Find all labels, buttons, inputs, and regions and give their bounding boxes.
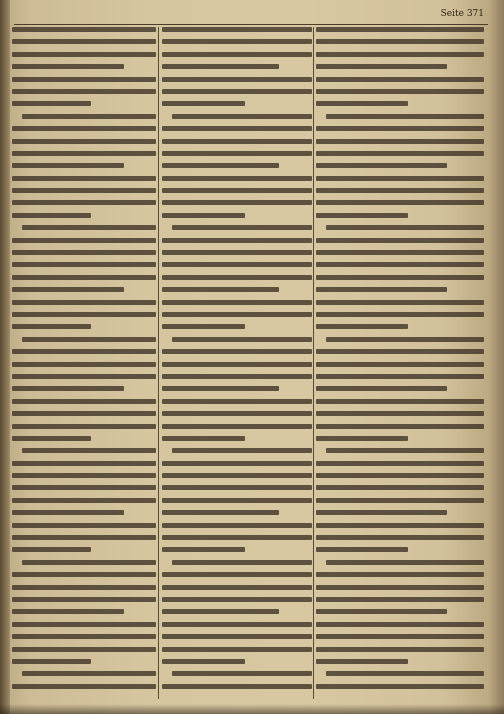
column-divider xyxy=(313,27,314,699)
text-line xyxy=(162,659,245,664)
text-line xyxy=(162,163,279,168)
text-line xyxy=(316,200,484,205)
text-line xyxy=(162,312,312,317)
text-line xyxy=(162,547,245,552)
text-line xyxy=(22,114,156,119)
text-line xyxy=(162,324,245,329)
text-line xyxy=(12,572,156,577)
text-line xyxy=(326,671,484,676)
text-line xyxy=(316,436,408,441)
text-line xyxy=(162,139,312,144)
column-divider xyxy=(158,27,159,699)
text-line xyxy=(12,52,156,57)
text-line xyxy=(162,386,279,391)
text-line xyxy=(12,386,124,391)
text-line xyxy=(316,300,484,305)
text-line xyxy=(162,461,312,466)
text-line xyxy=(12,287,124,292)
text-line xyxy=(316,163,447,168)
text-line xyxy=(162,64,279,69)
text-line xyxy=(162,498,312,503)
text-line xyxy=(162,262,312,267)
text-line xyxy=(316,473,484,478)
text-line xyxy=(12,349,156,354)
text-line xyxy=(162,411,312,416)
text-line xyxy=(12,89,156,94)
text-line xyxy=(162,473,312,478)
text-line xyxy=(316,126,484,131)
text-line xyxy=(316,39,484,44)
text-line xyxy=(12,151,156,156)
text-line xyxy=(12,374,156,379)
text-line xyxy=(162,238,312,243)
text-line xyxy=(12,139,156,144)
text-line xyxy=(316,386,447,391)
text-line xyxy=(162,622,312,627)
text-line xyxy=(172,337,312,342)
text-line xyxy=(316,52,484,57)
text-line xyxy=(162,213,245,218)
text-line xyxy=(162,647,312,652)
text-line xyxy=(316,250,484,255)
text-line xyxy=(316,411,484,416)
text-line xyxy=(316,659,408,664)
text-line xyxy=(162,176,312,181)
text-line xyxy=(162,39,312,44)
text-line xyxy=(316,89,484,94)
text-line xyxy=(326,114,484,119)
text-line xyxy=(316,275,484,280)
text-line xyxy=(162,510,279,515)
text-line xyxy=(316,622,484,627)
text-line xyxy=(172,114,312,119)
text-line xyxy=(12,300,156,305)
text-line xyxy=(316,151,484,156)
text-line xyxy=(12,77,156,82)
text-line xyxy=(162,436,245,441)
text-line xyxy=(316,609,447,614)
text-column-right xyxy=(316,27,484,699)
text-line xyxy=(316,139,484,144)
text-line xyxy=(12,64,124,69)
text-line xyxy=(162,27,312,32)
text-line xyxy=(162,634,312,639)
text-line xyxy=(12,510,124,515)
text-line xyxy=(12,188,156,193)
text-line xyxy=(316,510,447,515)
text-line xyxy=(22,225,156,230)
text-line xyxy=(162,287,279,292)
text-line xyxy=(12,622,156,627)
text-line xyxy=(316,647,484,652)
text-line xyxy=(316,485,484,490)
text-line xyxy=(162,684,312,689)
text-line xyxy=(316,77,484,82)
text-line xyxy=(12,647,156,652)
text-line xyxy=(22,337,156,342)
text-line xyxy=(12,126,156,131)
text-line xyxy=(316,374,484,379)
text-line xyxy=(162,399,312,404)
page-edge-shadow xyxy=(0,704,504,714)
text-line xyxy=(316,424,484,429)
text-line xyxy=(12,250,156,255)
text-line xyxy=(12,362,156,367)
text-line xyxy=(316,101,408,106)
text-line xyxy=(12,262,156,267)
text-line xyxy=(162,523,312,528)
text-line xyxy=(12,238,156,243)
text-line xyxy=(162,362,312,367)
text-line xyxy=(162,485,312,490)
text-line xyxy=(162,300,312,305)
text-line xyxy=(316,287,447,292)
text-line xyxy=(326,225,484,230)
text-line xyxy=(22,671,156,676)
text-line xyxy=(316,27,484,32)
text-line xyxy=(12,213,91,218)
text-column-left xyxy=(12,27,156,699)
text-line xyxy=(12,523,156,528)
text-line xyxy=(162,89,312,94)
text-line xyxy=(316,349,484,354)
text-line xyxy=(162,609,279,614)
text-line xyxy=(22,448,156,453)
text-line xyxy=(12,634,156,639)
text-line xyxy=(12,200,156,205)
text-line xyxy=(162,188,312,193)
text-line xyxy=(316,461,484,466)
text-line xyxy=(162,597,312,602)
text-line xyxy=(316,238,484,243)
text-line xyxy=(162,101,245,106)
text-line xyxy=(12,585,156,590)
text-line xyxy=(316,585,484,590)
text-line xyxy=(316,572,484,577)
binding-gutter xyxy=(0,0,10,714)
text-line xyxy=(172,225,312,230)
text-line xyxy=(12,485,156,490)
text-line xyxy=(12,659,91,664)
text-line xyxy=(12,684,156,689)
text-line xyxy=(162,77,312,82)
text-line xyxy=(12,39,156,44)
text-line xyxy=(162,250,312,255)
text-line xyxy=(316,523,484,528)
text-line xyxy=(316,535,484,540)
text-line xyxy=(162,374,312,379)
page-number: Seite 371 xyxy=(440,9,484,19)
text-line xyxy=(162,585,312,590)
text-line xyxy=(12,324,91,329)
text-line xyxy=(12,547,91,552)
text-line xyxy=(162,424,312,429)
text-line xyxy=(162,349,312,354)
text-line xyxy=(316,547,408,552)
text-line xyxy=(316,597,484,602)
text-line xyxy=(326,337,484,342)
text-line xyxy=(22,560,156,565)
text-line xyxy=(162,200,312,205)
text-line xyxy=(12,176,156,181)
text-line xyxy=(12,424,156,429)
text-line xyxy=(162,151,312,156)
text-line xyxy=(326,448,484,453)
text-line xyxy=(316,399,484,404)
text-line xyxy=(12,473,156,478)
text-line xyxy=(316,324,408,329)
text-line xyxy=(12,101,91,106)
text-line xyxy=(316,64,447,69)
text-line xyxy=(12,27,156,32)
text-line xyxy=(162,535,312,540)
text-line xyxy=(316,312,484,317)
text-line xyxy=(162,126,312,131)
text-line xyxy=(316,262,484,267)
text-line xyxy=(12,498,156,503)
text-line xyxy=(316,634,484,639)
text-line xyxy=(12,163,124,168)
text-line xyxy=(316,188,484,193)
text-line xyxy=(316,684,484,689)
text-line xyxy=(12,275,156,280)
text-line xyxy=(316,498,484,503)
text-line xyxy=(162,572,312,577)
text-line xyxy=(12,461,156,466)
text-line xyxy=(12,535,156,540)
text-line xyxy=(172,448,312,453)
text-line xyxy=(316,176,484,181)
header-rule xyxy=(14,24,488,25)
text-line xyxy=(12,312,156,317)
text-line xyxy=(12,609,124,614)
text-line xyxy=(172,560,312,565)
text-line xyxy=(162,275,312,280)
text-line xyxy=(172,671,312,676)
text-line xyxy=(326,560,484,565)
text-line xyxy=(316,362,484,367)
text-line xyxy=(12,411,156,416)
text-line xyxy=(316,213,408,218)
text-line xyxy=(12,399,156,404)
text-line xyxy=(12,436,91,441)
page-header xyxy=(0,9,504,23)
text-column-middle xyxy=(162,27,312,699)
text-line xyxy=(162,52,312,57)
text-line xyxy=(12,597,156,602)
